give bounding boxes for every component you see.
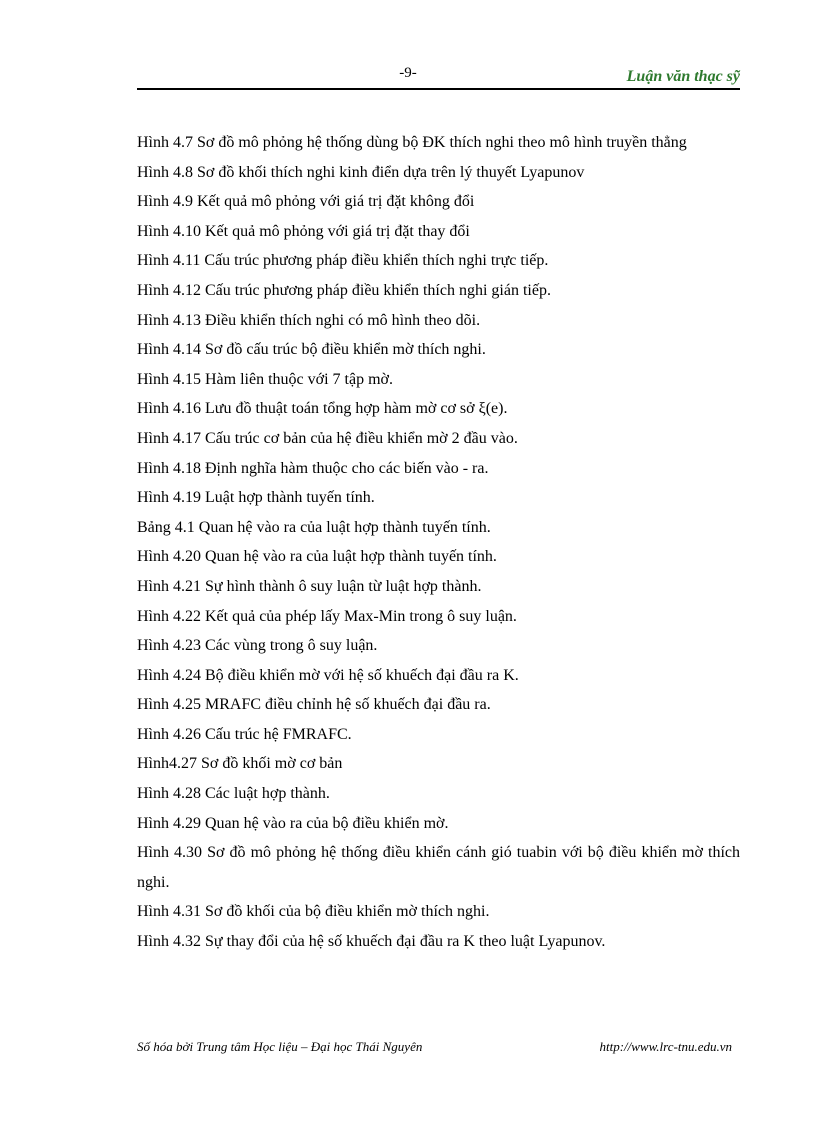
figure-entry: Hình 4.9 Kết quả mô phỏng với giá trị đặt không đổi [137, 193, 475, 211]
figure-list [137, 128, 740, 957]
figure-entry: Hình 4.13 Điều khiển thích nghi có mô hình theo dõi. [137, 311, 481, 329]
figure-entry: Hình 4.30 Sơ đồ mô phỏng hệ thống điều khiển cánh gió tuabin với bộ điều khiển mờ thích nghi. [137, 844, 740, 891]
table-entry: Bảng 4.1 Quan hệ vào ra của luật hợp thành tuyến tính. [137, 518, 491, 536]
figure-entry: Hình 4.10 Kết quả mô phỏng với giá trị đặt thay đổi [137, 222, 470, 240]
footer-source: Số hóa bởi Trung tâm Học liệu – Đại học Thái Nguyên [137, 1039, 423, 1054]
thesis-label: Luận văn thạc sỹ [626, 68, 740, 85]
figure-entry: Hình 4.25 MRAFC điều chỉnh hệ số khuếch đại đầu ra. [137, 696, 491, 714]
figure-entry: Hình 4.12 Cấu trúc phương pháp điều khiển thích nghi gián tiếp. [137, 281, 551, 299]
figure-entry: Hình 4.19 Luật hợp thành tuyến tính. [137, 489, 375, 507]
figure-entry: Hình 4.22 Kết quả của phép lấy Max-Min trong ô suy luận. [137, 607, 517, 625]
page-number: -9- [399, 65, 417, 81]
footer-url: http://www.lrc-tnu.edu.vn [599, 1039, 732, 1054]
figure-entry: Hình 4.29 Quan hệ vào ra của bộ điều khiển mờ. [137, 814, 449, 832]
figure-entry: Hình 4.24 Bộ điều khiển mờ với hệ số khuếch đại đầu ra K. [137, 666, 519, 684]
figure-entry: Hình 4.17 Cấu trúc cơ bản của hệ điều khiển mờ 2 đầu vào. [137, 429, 518, 447]
header-rule [137, 88, 740, 90]
figure-entry: Hình 4.28 Các luật hợp thành. [137, 785, 330, 803]
figure-entry: Hình 4.7 Sơ đồ mô phỏng hệ thống dùng bộ ĐK thích nghi theo mô hình truyền thẳng [137, 134, 687, 151]
figure-entry: Hình 4.15 Hàm liên thuộc với 7 tập mờ. [137, 370, 393, 388]
figure-entry: Hình4.27 Sơ đồ khối mờ cơ bản [137, 755, 343, 773]
figure-entry: Hình 4.11 Cấu trúc phương pháp điều khiển thích nghi trực tiếp. [137, 252, 549, 270]
figure-entry: Hình 4.16 Lưu đồ thuật toán tổng hợp hàm mờ cơ sở ξ(e). [137, 400, 508, 418]
figure-entry: Hình 4.26 Cấu trúc hệ FMRAFC. [137, 725, 352, 743]
figure-entry: Hình 4.20 Quan hệ vào ra của luật hợp thành tuyến tính. [137, 548, 497, 566]
figure-entry: Hình 4.8 Sơ đồ khối thích nghi kinh điển dựa trên lý thuyết Lyapunov [137, 163, 585, 181]
figure-entry: Hình 4.14 Sơ đồ cấu trúc bộ điều khiển mờ thích nghi. [137, 341, 486, 359]
figure-entry: Hình 4.32 Sự thay đổi của hệ số khuếch đại đầu ra K theo luật Lyapunov. [137, 933, 606, 951]
figure-entry: Hình 4.31 Sơ đồ khối của bộ điều khiển mờ thích nghi. [137, 903, 490, 921]
figure-entry: Hình 4.23 Các vùng trong ô suy luận. [137, 637, 378, 655]
figure-entry: Hình 4.21 Sự hình thành ô suy luận từ luật hợp thành. [137, 577, 482, 595]
figure-entry: Hình 4.18 Định nghĩa hàm thuộc cho các biến vào - ra. [137, 459, 489, 477]
